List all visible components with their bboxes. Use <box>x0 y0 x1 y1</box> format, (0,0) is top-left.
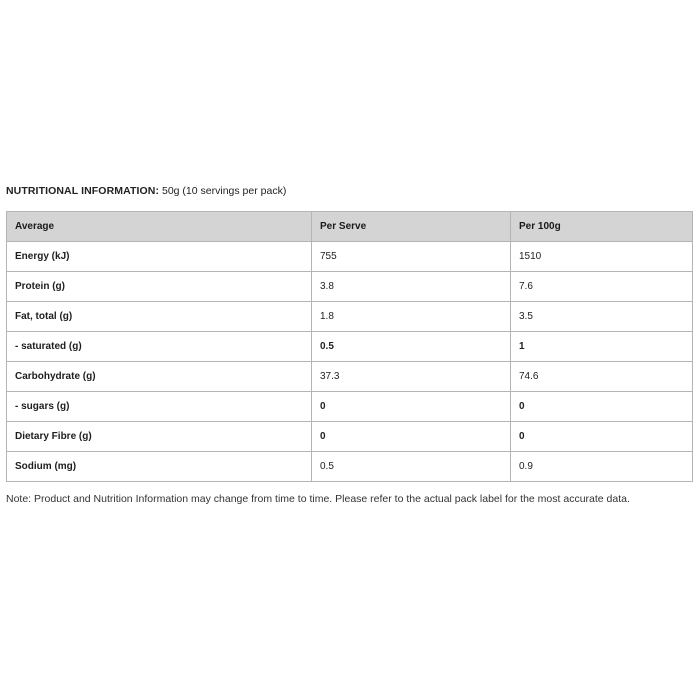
nutrient-name: Dietary Fibre (g) <box>7 422 312 452</box>
nutrition-heading <box>6 184 694 198</box>
nutrient-name: - saturated (g) <box>7 332 312 362</box>
per-100g-value: 7.6 <box>511 272 693 302</box>
per-100g-value: 0.9 <box>511 452 693 482</box>
per-serve-value: 37.3 <box>312 362 511 392</box>
per-100g-value: 74.6 <box>511 362 693 392</box>
per-serve-value: 0.5 <box>312 452 511 482</box>
per-100g-value: 0 <box>511 422 693 452</box>
table-header-row <box>7 212 693 242</box>
per-serve-value: 0 <box>312 392 511 422</box>
table-row <box>7 392 693 422</box>
nutrient-name: - sugars (g) <box>7 392 312 422</box>
nutrient-name: Sodium (mg) <box>7 452 312 482</box>
per-serve-value: 0.5 <box>312 332 511 362</box>
column-header-average: Average <box>7 212 312 242</box>
per-100g-value: 3.5 <box>511 302 693 332</box>
disclaimer-note: Note: Product and Nutrition Information may change from time to time. Please refer to the actual pack label for the most accurate data. <box>6 493 630 505</box>
table-row <box>7 332 693 362</box>
per-serve-value: 3.8 <box>312 272 511 302</box>
per-serve-value: 0 <box>312 422 511 452</box>
table-row <box>7 362 693 392</box>
nutrient-name: Protein (g) <box>7 272 312 302</box>
nutrition-panel <box>6 184 694 506</box>
serving-size-text: 50g (10 servings per pack) <box>162 185 287 197</box>
per-100g-value: 0 <box>511 392 693 422</box>
nutrition-table <box>6 211 693 482</box>
column-header-per-100g: Per 100g <box>511 212 693 242</box>
nutrient-name: Fat, total (g) <box>7 302 312 332</box>
per-100g-value: 1510 <box>511 242 693 272</box>
table-row <box>7 242 693 272</box>
per-serve-value: 1.8 <box>312 302 511 332</box>
table-row <box>7 452 693 482</box>
column-header-per-serve: Per Serve <box>312 212 511 242</box>
nutrient-name: Carbohydrate (g) <box>7 362 312 392</box>
table-row <box>7 302 693 332</box>
nutrient-name: Energy (kJ) <box>7 242 312 272</box>
table-row <box>7 422 693 452</box>
nutrition-heading-label: NUTRITIONAL INFORMATION: <box>6 185 160 197</box>
per-100g-value: 1 <box>511 332 693 362</box>
per-serve-value: 755 <box>312 242 511 272</box>
table-row <box>7 272 693 302</box>
